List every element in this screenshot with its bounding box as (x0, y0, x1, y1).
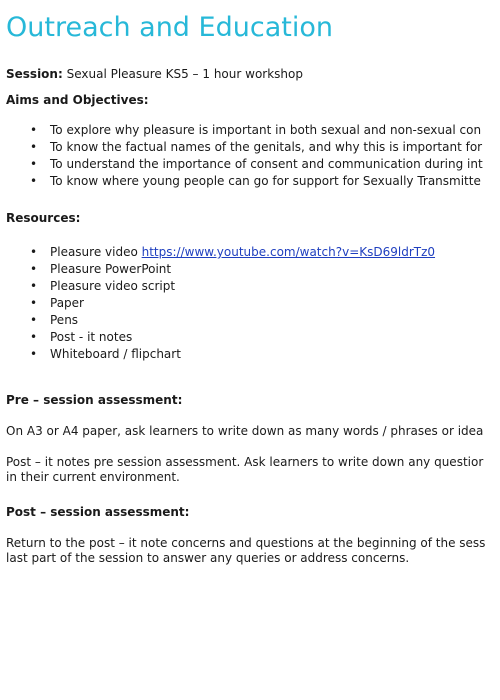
session-line (6, 66, 303, 82)
list-item (0, 173, 483, 190)
bullet-icon: • (30, 140, 38, 154)
list-item (0, 295, 435, 312)
list-item (0, 261, 435, 278)
bullet-icon: • (30, 123, 38, 137)
bullet-icon: • (30, 245, 38, 259)
session-label: Session: (6, 67, 63, 81)
aims-heading: Aims and Objectives: (6, 93, 149, 107)
aim-text: To know where young people can go for support for Sexually Transmitte (50, 174, 481, 188)
aim-text: To explore why pleasure is important in both sexual and non-sexual con (50, 123, 482, 137)
resource-text: Pleasure PowerPoint (50, 262, 172, 276)
resource-text: Pens (50, 313, 79, 327)
resource-text: Pleasure video script (50, 279, 176, 293)
pre-assessment-paragraph-2 (6, 455, 500, 485)
resources-heading: Resources: (6, 211, 81, 225)
bullet-icon: • (30, 157, 38, 171)
bullet-icon: • (30, 174, 38, 188)
list-item (0, 278, 435, 295)
list-item (0, 312, 435, 329)
aims-list (0, 122, 483, 190)
video-link[interactable]: https://www.youtube.com/watch?v=KsD69ldrTz0 (141, 245, 436, 259)
resource-text: Whiteboard / flipchart (50, 347, 181, 361)
list-item (0, 156, 483, 173)
bullet-icon: • (30, 279, 38, 293)
paragraph-line: in their current environment. (6, 470, 180, 484)
list-item (0, 329, 435, 346)
list-item (0, 346, 435, 363)
aim-text: To know the factual names of the genitals, and why this is important for (50, 140, 483, 154)
bullet-icon: • (30, 262, 38, 276)
post-assessment-heading: Post – session assessment: (6, 505, 190, 519)
session-value: Sexual Pleasure KS5 – 1 hour workshop (66, 67, 303, 81)
bullet-icon: • (30, 330, 38, 344)
pre-assessment-heading: Pre – session assessment: (6, 393, 183, 407)
resources-list (0, 244, 435, 363)
aim-text: To understand the importance of consent and communication during int (50, 157, 483, 171)
resource-text: Post - it notes (50, 330, 133, 344)
list-item (0, 122, 483, 139)
post-assessment-paragraph (6, 536, 500, 566)
list-item (0, 244, 435, 261)
list-item (0, 139, 483, 156)
pre-assessment-paragraph-1: On A3 or A4 paper, ask learners to write down as many words / phrases or idea (6, 424, 484, 438)
bullet-icon: • (30, 296, 38, 310)
paragraph-line: Return to the post – it note concerns and questions at the beginning of the sess (6, 536, 486, 550)
page-title: Outreach and Education (6, 12, 333, 43)
paragraph-line: last part of the session to answer any queries or address concerns. (6, 551, 410, 565)
resource-text: Paper (50, 296, 84, 310)
bullet-icon: • (30, 313, 38, 327)
bullet-icon: • (30, 347, 38, 361)
paragraph-line: Post – it notes pre session assessment. Ask learners to write down any questior (6, 455, 484, 469)
resource-text: Pleasure video (50, 245, 142, 259)
